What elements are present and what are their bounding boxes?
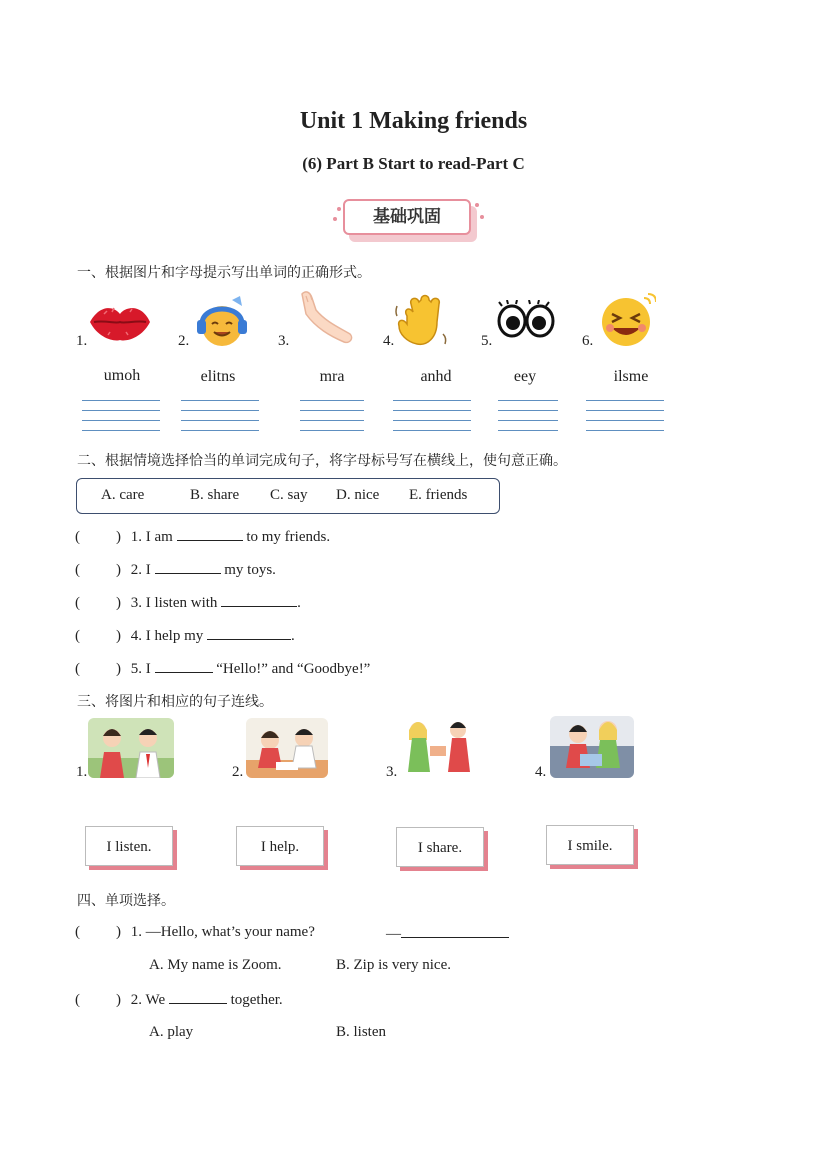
item-number: 5. — [481, 333, 493, 349]
response-line: — — [386, 924, 509, 943]
item-number: 6. — [582, 333, 594, 349]
scrambled-word: eey — [513, 368, 537, 385]
choice-option[interactable]: A. My name is Zoom. — [149, 957, 282, 973]
writing-lines[interactable] — [82, 400, 160, 440]
section-banner — [343, 199, 481, 245]
card-label: I help. — [236, 826, 324, 866]
section3-heading: 三、将图片和相应的句子连线。 — [77, 694, 273, 710]
writing-lines[interactable] — [586, 400, 664, 440]
kids-helping-image[interactable] — [246, 718, 328, 778]
sentence-card[interactable] — [396, 827, 484, 867]
answer-paren[interactable]: ( ) — [75, 992, 121, 1008]
item-number: 2. — [178, 333, 190, 349]
sentence-card[interactable] — [85, 826, 173, 866]
banner-label: 基础巩固 — [343, 199, 471, 235]
lips-icon — [86, 300, 154, 344]
sentence-card[interactable] — [546, 825, 634, 865]
item-number: 4. — [383, 333, 395, 349]
scrambled-word: umoh — [103, 367, 141, 384]
answer-paren[interactable]: ( ) — [75, 924, 121, 940]
question-row: ( ) 5. I “Hello!” and “Goodbye!” — [75, 661, 371, 677]
word-option: B. share — [190, 487, 240, 503]
answer-paren[interactable]: ( ) — [75, 661, 121, 677]
picture-number: 4. — [535, 764, 547, 780]
sentence-card[interactable] — [236, 826, 324, 866]
answer-blank[interactable] — [207, 626, 291, 640]
answer-blank[interactable] — [155, 659, 213, 673]
question-row: ( ) 1. —Hello, what’s your name? — [75, 924, 315, 940]
section4-heading: 四、单项选择。 — [77, 893, 175, 909]
arm-icon — [296, 288, 356, 348]
card-label: I listen. — [85, 826, 173, 866]
kids-sharing-image[interactable] — [398, 716, 478, 778]
word-bank — [76, 478, 500, 514]
question-row: ( ) 4. I help my . — [75, 628, 295, 644]
picture-number: 3. — [386, 764, 398, 780]
answer-blank[interactable] — [221, 593, 297, 607]
scrambled-word: elitns — [200, 368, 236, 385]
banner-dot — [475, 203, 479, 207]
section2-heading: 二、根据情境选择恰当的单词完成句子，将字母标号写在横线上，使句意正确。 — [77, 453, 567, 469]
kids-listening-image[interactable] — [88, 718, 174, 778]
question-row: ( ) 2. We together. — [75, 992, 283, 1008]
page-subtitle: (6) Part B Start to read-Part C — [302, 154, 525, 173]
answer-paren[interactable]: ( ) — [75, 628, 121, 644]
answer-paren[interactable]: ( ) — [75, 562, 121, 578]
headphones-smiley-icon — [194, 294, 252, 350]
picture-number: 1. — [76, 764, 88, 780]
item-number: 1. — [76, 333, 88, 349]
question-row: ( ) 1. I am to my friends. — [75, 529, 331, 545]
answer-blank[interactable] — [177, 527, 243, 541]
answer-paren[interactable]: ( ) — [75, 529, 121, 545]
word-option: E. friends — [409, 487, 468, 503]
section1-heading: 一、根据图片和字母提示写出单词的正确形式。 — [77, 265, 371, 281]
scrambled-word: mra — [319, 368, 345, 385]
answer-blank[interactable] — [169, 990, 227, 1004]
answer-paren[interactable]: ( ) — [75, 595, 121, 611]
writing-lines[interactable] — [181, 400, 259, 440]
kids-smiling-image[interactable] — [550, 716, 634, 778]
question-row: ( ) 2. I my toys. — [75, 562, 276, 578]
word-option: C. say — [270, 487, 308, 503]
choice-option[interactable]: B. listen — [336, 1024, 387, 1040]
choice-option[interactable]: B. Zip is very nice. — [336, 957, 451, 973]
card-label: I smile. — [546, 825, 634, 865]
scrambled-word: ilsme — [613, 368, 649, 385]
item-number: 3. — [278, 333, 290, 349]
word-option: D. nice — [336, 487, 380, 503]
banner-dot — [480, 215, 484, 219]
word-option: A. care — [101, 487, 145, 503]
picture-number: 2. — [232, 764, 244, 780]
waving-hand-icon — [393, 294, 449, 350]
banner-dot — [337, 207, 341, 211]
scrambled-word: anhd — [420, 368, 452, 385]
question-row: ( ) 3. I listen with . — [75, 595, 301, 611]
banner-dot — [333, 217, 337, 221]
card-label: I share. — [396, 827, 484, 867]
writing-lines[interactable] — [498, 400, 558, 440]
answer-blank[interactable] — [401, 924, 509, 938]
answer-blank[interactable] — [155, 560, 221, 574]
eyes-icon — [496, 300, 556, 340]
choice-option[interactable]: A. play — [149, 1024, 194, 1040]
writing-lines[interactable] — [300, 400, 364, 440]
page-title: Unit 1 Making friends — [299, 108, 528, 134]
grinning-face-icon — [596, 292, 656, 348]
writing-lines[interactable] — [393, 400, 471, 440]
